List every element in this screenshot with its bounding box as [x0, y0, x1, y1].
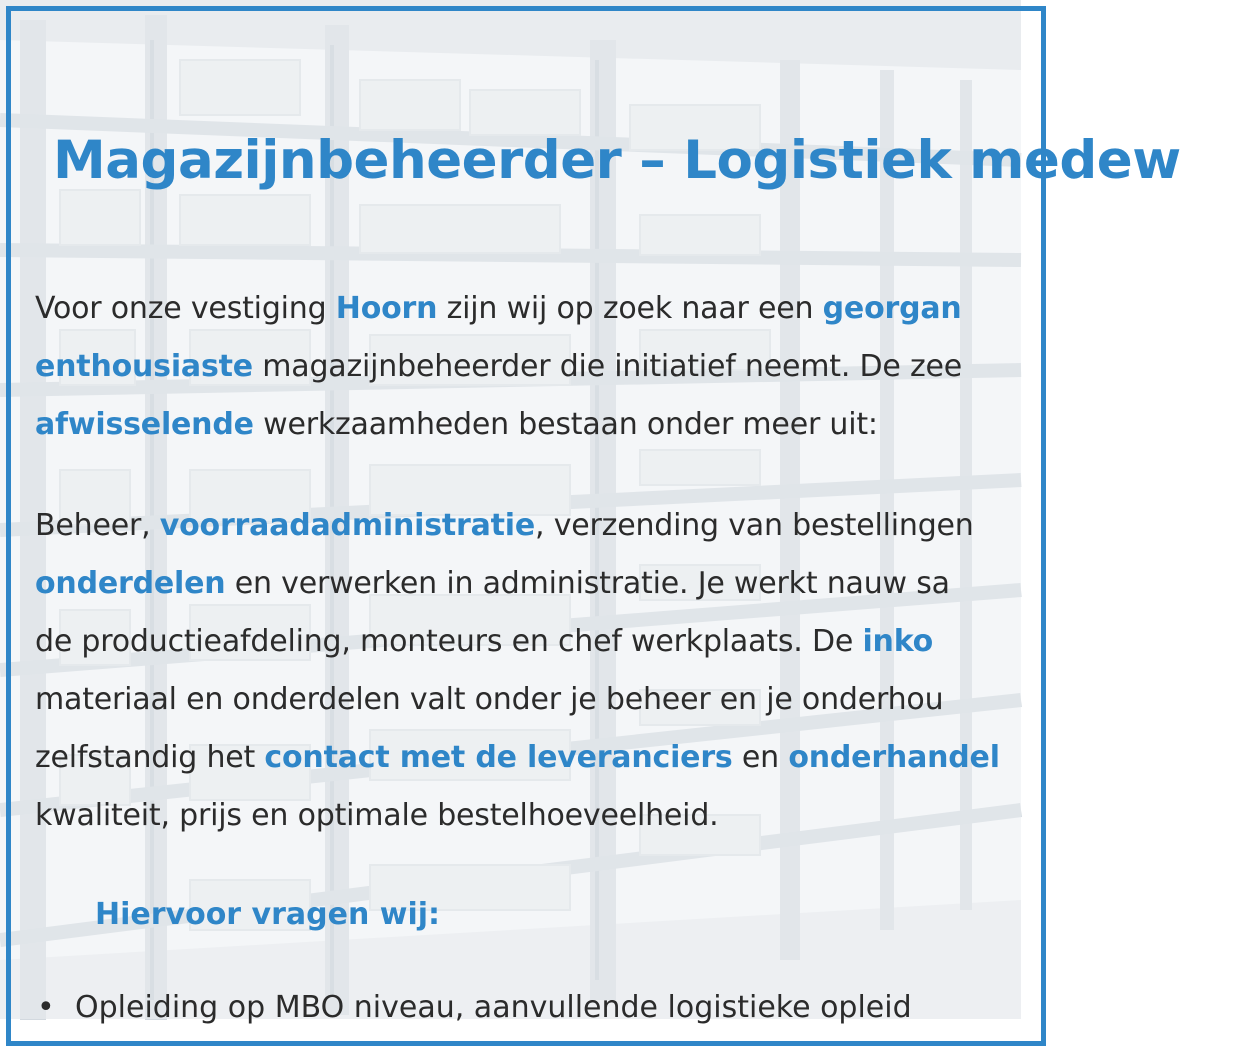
tasks-line-4: materiaal en onderdelen valt onder je beheer en je onderhou — [35, 682, 944, 717]
task-highlight: voorraadadministratie — [159, 508, 536, 543]
bullet-icon: • — [37, 990, 55, 1025]
trait-highlight: enthousiaste — [35, 349, 253, 384]
requirements-list-item — [35, 990, 912, 1025]
trait-highlight: afwisselende — [35, 407, 254, 442]
intro-line-2: enthousiaste magazijnbeheerder die initiatief neemt. De zee — [35, 349, 963, 384]
task-highlight: contact met de leveranciers — [264, 740, 733, 775]
intro-paragraph — [35, 280, 962, 454]
location-highlight: Hoorn — [335, 291, 438, 326]
tasks-line-2: onderdelen en verwerken in administratie. Je werkt nauw sa — [35, 566, 950, 601]
intro-line-1: Voor onze vestiging Hoorn zijn wij op zoek naar een georgan — [35, 291, 962, 326]
tasks-line-3: de productieafdeling, monteurs en chef werkplaats. De inko — [35, 624, 934, 659]
task-highlight: inko — [862, 624, 934, 659]
requirements-heading: Hiervoor vragen wij: — [95, 897, 441, 932]
tasks-line-6: kwaliteit, prijs en optimale bestelhoeveelheid. — [35, 798, 719, 833]
vacancy-title: Magazijnbeheerder – Logistiek medew — [53, 130, 1181, 191]
intro-line-3: afwisselende werkzaamheden bestaan onder meer uit: — [35, 407, 878, 442]
requirement-text: Opleiding op MBO niveau, aanvullende logistieke opleid — [75, 990, 912, 1025]
task-highlight: onderhandel — [788, 740, 1000, 775]
task-highlight: onderdelen — [35, 566, 226, 601]
tasks-line-5: zelfstandig het contact met de leveranciers en onderhandel — [35, 740, 1000, 775]
tasks-paragraph — [35, 497, 1000, 845]
tasks-line-1: Beheer, voorraadadministratie, verzending van bestellingen — [35, 508, 974, 543]
trait-highlight: georgan — [822, 291, 962, 326]
